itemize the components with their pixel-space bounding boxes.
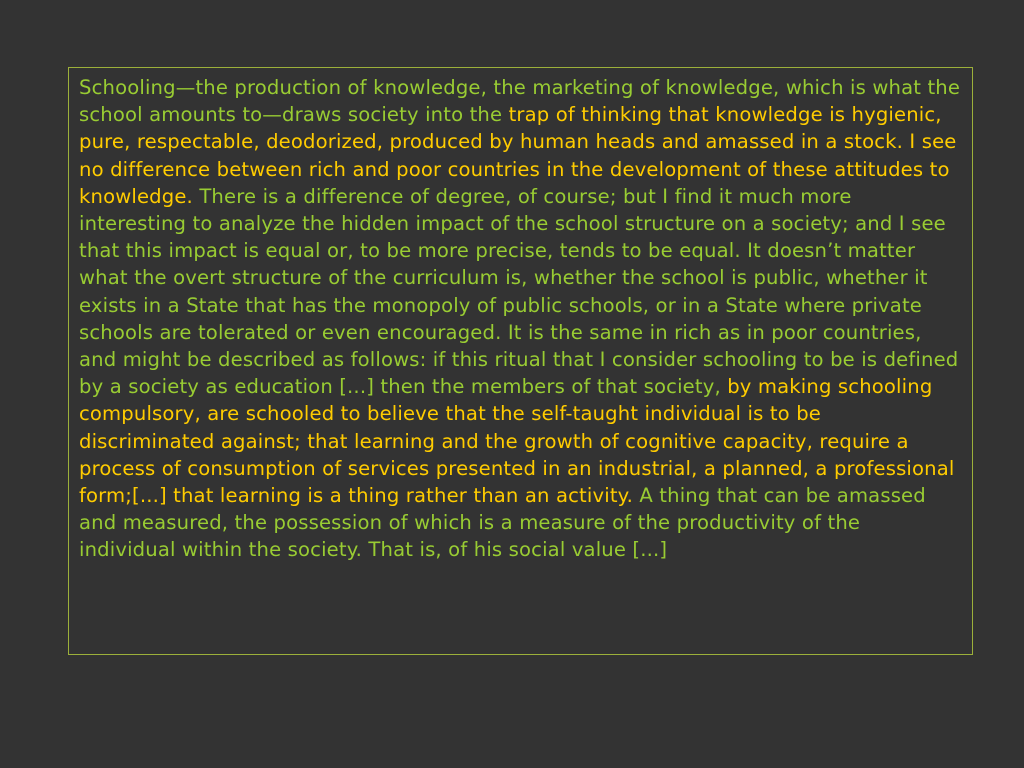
quote-segment: Schooling—the production of knowledge, the marketing of knowledge, which is what the school amounts to—draws society into the (79, 76, 961, 127)
quote-highlight: trap of thinking that knowledge is hygienic, pure, respectable, deodorized, produced by human heads and amassed in a stock. I see no difference between rich and poor countries in the development of these attitudes to knowledge. (79, 103, 957, 208)
quote-segment: A thing that can be amassed and measured, the possession of which is a measure of the productivity of the individual within the society. That is, of his social value [...] (79, 484, 926, 562)
quote-box (68, 67, 973, 655)
quote-segment: There is a difference of degree, of course; but I find it much more interesting to analyze the hidden impact of the school structure on a society; and I see that this impact is equal or, to be more precise, tends to be equal. It doesn’t matter what the overt structure of the curriculum is, whether the school is public, whether it exists in a State that has the monopoly of public schools, or in a State where private schools are tolerated or even encouraged. It is the same in rich as in poor countries, and might be described as follows: if this ritual that I consider schooling to be is defined by a society as education [...] then the members of that society, (79, 184, 959, 399)
quote-highlight: by making schooling compulsory, are schooled to believe that the self-taught individual is to be discriminated against; that learning and the growth of cognitive capacity, require a process of consumption of services presented in an industrial, a planned, a professional form;[...] that learning is a thing rather than an activity. (79, 375, 955, 508)
quote-text (79, 74, 962, 564)
